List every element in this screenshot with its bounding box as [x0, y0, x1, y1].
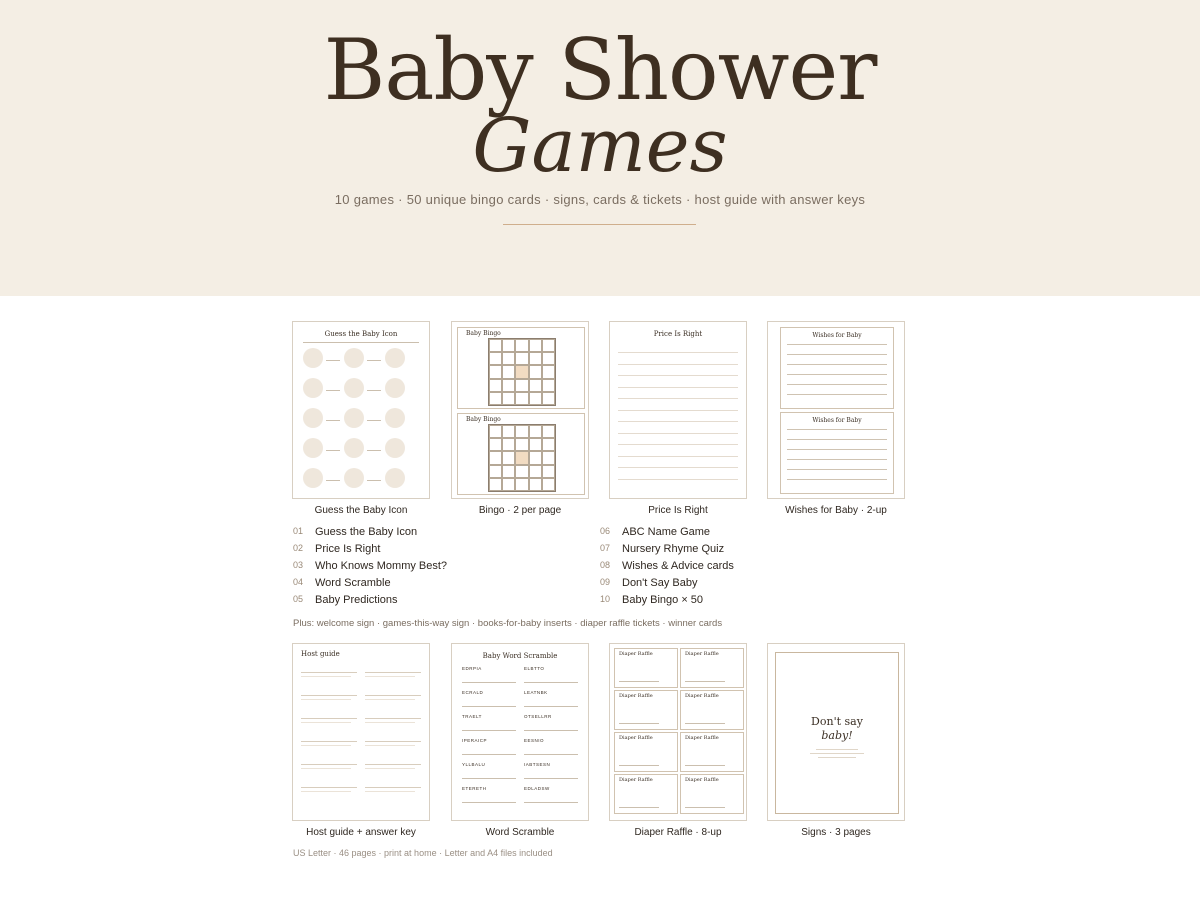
- title-line-1: Baby Shower: [323, 21, 877, 119]
- bingo-cell: [542, 425, 555, 438]
- raffle-title: Diaper Raffle: [619, 693, 653, 699]
- icon-circle: [344, 348, 364, 368]
- bingo-cell: [502, 465, 515, 478]
- bingo-title-2: Baby Bingo: [466, 416, 501, 423]
- game-number: 03: [293, 560, 304, 570]
- wish-line: [787, 449, 887, 450]
- raffle-title: Diaper Raffle: [619, 777, 653, 783]
- guide-line: [301, 699, 351, 700]
- guide-line: [301, 764, 357, 765]
- price-row-line: [618, 352, 738, 353]
- bingo-cell: [489, 379, 502, 392]
- preview-wishes[interactable]: [767, 321, 905, 499]
- game-name: ABC Name Game: [622, 526, 711, 538]
- price-row-line: [618, 387, 738, 388]
- bingo-cell: [489, 352, 502, 365]
- raffle-ticket: [680, 690, 744, 730]
- icon-circle: [385, 438, 405, 458]
- answer-line: [326, 450, 340, 451]
- guide-line: [365, 722, 415, 723]
- scramble-word: EDRPIA: [462, 666, 482, 671]
- guide-line: [365, 672, 421, 673]
- bingo-cell: [515, 379, 528, 392]
- raffle-ticket: [680, 732, 744, 772]
- bingo-cell: [529, 339, 542, 352]
- bingo-cell: [542, 438, 555, 451]
- sign-text-line: [810, 753, 864, 754]
- preview-guess-icon[interactable]: [292, 321, 430, 499]
- bingo-cell: [502, 425, 515, 438]
- answer-line: [524, 754, 578, 755]
- icon-circle: [344, 468, 364, 488]
- guide-line: [301, 718, 357, 719]
- answer-line: [326, 360, 340, 361]
- raffle-title: Diaper Raffle: [619, 651, 653, 657]
- bingo-title-1: Baby Bingo: [466, 330, 501, 337]
- preview-title: Price Is Right: [653, 330, 703, 338]
- bingo-cell: [529, 465, 542, 478]
- scramble-word: LEATNBK: [524, 690, 548, 695]
- wish-card-2: [780, 412, 894, 494]
- scramble-word: ETERETH: [462, 786, 487, 791]
- caption-wishes: Wishes for Baby · 2-up: [785, 505, 887, 516]
- ticket-line: [619, 723, 659, 724]
- game-name: Who Knows Mommy Best?: [315, 560, 448, 572]
- answer-line: [367, 360, 381, 361]
- icon-circle: [385, 378, 405, 398]
- divider: [303, 342, 419, 343]
- answer-line: [524, 802, 578, 803]
- guide-line: [365, 745, 415, 746]
- sign-text-line: [818, 757, 856, 758]
- bingo-cell: [502, 478, 515, 491]
- ticket-line: [619, 681, 659, 682]
- wish-line: [787, 479, 887, 480]
- guide-line: [365, 718, 421, 719]
- bingo-cell: [502, 392, 515, 405]
- bingo-grid-1: [488, 338, 556, 406]
- icon-circle: [344, 438, 364, 458]
- answer-line: [367, 420, 381, 421]
- game-name: Price Is Right: [315, 543, 381, 555]
- preview-price-right[interactable]: [609, 321, 747, 499]
- bingo-cell: [529, 365, 542, 378]
- guide-line: [365, 791, 415, 792]
- game-number: 01: [293, 526, 304, 536]
- game-number: 06: [600, 526, 611, 536]
- bingo-cell: [542, 379, 555, 392]
- scramble-word: IPERAICP: [462, 738, 488, 743]
- guide-line: [301, 676, 351, 677]
- icon-circle: [385, 408, 405, 428]
- answer-line: [367, 390, 381, 391]
- answer-line: [326, 420, 340, 421]
- game-list-left: [293, 526, 573, 616]
- bingo-cell: [489, 425, 502, 438]
- ticket-line: [685, 681, 725, 682]
- guide-line: [301, 695, 357, 696]
- icon-circle: [303, 438, 323, 458]
- answer-line: [462, 730, 516, 731]
- wish-card-1: [780, 327, 894, 409]
- bingo-cell: [515, 438, 528, 451]
- price-row-line: [618, 467, 738, 468]
- wish-line: [787, 394, 887, 395]
- caption-price-right: Price Is Right: [648, 505, 708, 516]
- preview-title: Host guide: [301, 650, 340, 658]
- game-name: Word Scramble: [315, 577, 391, 589]
- price-row-line: [618, 421, 738, 422]
- game-number: 08: [600, 560, 611, 570]
- preview-title: Guess the Baby Icon: [324, 330, 398, 338]
- game-name: Don't Say Baby: [622, 577, 698, 589]
- bingo-cell: [515, 478, 528, 491]
- answer-line: [326, 480, 340, 481]
- wish-line: [787, 469, 887, 470]
- raffle-title: Diaper Raffle: [685, 735, 719, 741]
- wish-line: [787, 374, 887, 375]
- bingo-cell: [502, 451, 515, 464]
- bingo-cell: [542, 365, 555, 378]
- price-row-line: [618, 456, 738, 457]
- wish-line: [787, 384, 887, 385]
- bingo-cell: [489, 478, 502, 491]
- wish-line: [787, 439, 887, 440]
- raffle-title: Diaper Raffle: [619, 735, 653, 741]
- guide-line: [301, 745, 351, 746]
- bingo-cell: [529, 425, 542, 438]
- wish-line: [787, 429, 887, 430]
- bingo-cell: [542, 465, 555, 478]
- bingo-cell: [515, 425, 528, 438]
- game-number: 02: [293, 543, 304, 553]
- caption-signs: Signs · 3 pages: [801, 827, 871, 838]
- ticket-line: [685, 765, 725, 766]
- icon-circle: [303, 468, 323, 488]
- divider-rule: [503, 224, 696, 225]
- guide-line: [365, 699, 415, 700]
- bingo-cell: [502, 365, 515, 378]
- bingo-cell: [515, 352, 528, 365]
- ticket-line: [619, 765, 659, 766]
- game-number: 07: [600, 543, 611, 553]
- price-row-line: [618, 444, 738, 445]
- caption-bingo: Bingo · 2 per page: [478, 505, 562, 516]
- bingo-cell: [489, 438, 502, 451]
- ticket-line: [685, 723, 725, 724]
- caption-host-guide: Host guide + answer key: [306, 827, 416, 838]
- caption-word-scramble: Word Scramble: [485, 827, 555, 838]
- wish-line: [787, 344, 887, 345]
- bingo-cell: [515, 451, 528, 464]
- guide-line: [301, 768, 351, 769]
- bingo-cell: [489, 339, 502, 352]
- sign-title: Don't say: [811, 715, 863, 728]
- preview-signs[interactable]: [767, 643, 905, 821]
- wish-line: [787, 354, 887, 355]
- guide-line: [301, 741, 357, 742]
- guide-line: [301, 787, 357, 788]
- bingo-cell: [502, 339, 515, 352]
- bingo-cell: [542, 478, 555, 491]
- sign-frame: [775, 652, 899, 814]
- scramble-word: EDLADSW: [524, 786, 550, 791]
- raffle-title: Diaper Raffle: [685, 777, 719, 783]
- bingo-cell: [502, 438, 515, 451]
- bingo-cell: [542, 392, 555, 405]
- raffle-ticket: [614, 648, 678, 688]
- answer-line: [326, 390, 340, 391]
- guide-line: [365, 768, 415, 769]
- guide-line: [301, 722, 351, 723]
- game-name: Baby Predictions: [315, 594, 398, 606]
- bingo-cell: [529, 438, 542, 451]
- wish-title-1: Wishes for Baby: [812, 332, 862, 339]
- price-row-line: [618, 433, 738, 434]
- preview-word-scramble[interactable]: [451, 643, 589, 821]
- answer-line: [524, 706, 578, 707]
- raffle-ticket: [680, 648, 744, 688]
- bingo-cell: [502, 379, 515, 392]
- subtitle: 10 games · 50 unique bingo cards · signs, cards & tickets · host guide with answer keys: [334, 192, 866, 207]
- extras-line: Plus: welcome sign · games-this-way sign · books-for-baby inserts · diaper raffle tickets · winner cards: [293, 618, 723, 629]
- price-row-line: [618, 364, 738, 365]
- preview-title: Baby Word Scramble: [482, 652, 558, 660]
- raffle-ticket: [614, 690, 678, 730]
- icon-circle: [344, 378, 364, 398]
- bingo-cell: [515, 339, 528, 352]
- scramble-word: EESNIO: [524, 738, 545, 743]
- icon-circle: [303, 408, 323, 428]
- bingo-cell: [529, 379, 542, 392]
- raffle-ticket: [614, 774, 678, 814]
- answer-line: [367, 480, 381, 481]
- price-row-line: [618, 375, 738, 376]
- preview-host-guide[interactable]: [292, 643, 430, 821]
- answer-line: [462, 754, 516, 755]
- game-name: Wishes & Advice cards: [622, 560, 734, 572]
- ticket-line: [685, 807, 725, 808]
- bingo-cell: [515, 365, 528, 378]
- wish-title-2: Wishes for Baby: [812, 417, 862, 424]
- answer-line: [462, 682, 516, 683]
- guide-line: [365, 741, 421, 742]
- icon-circle: [303, 348, 323, 368]
- scramble-word: YLLBALU: [462, 762, 486, 767]
- scramble-word: TRAELT: [462, 714, 482, 719]
- bingo-cell: [489, 465, 502, 478]
- bingo-grid-2: [488, 424, 556, 492]
- bingo-card-1: [457, 327, 585, 409]
- bingo-cell: [542, 339, 555, 352]
- preview-diaper-raffle[interactable]: [609, 643, 747, 821]
- price-row-line: [618, 398, 738, 399]
- answer-line: [524, 730, 578, 731]
- game-name: Baby Bingo × 50: [622, 594, 704, 606]
- answer-line: [462, 778, 516, 779]
- guide-line: [365, 787, 421, 788]
- bingo-cell: [515, 465, 528, 478]
- guide-line: [301, 791, 351, 792]
- price-row-line: [618, 410, 738, 411]
- answer-line: [524, 778, 578, 779]
- scramble-word: ELBTTO: [524, 666, 545, 671]
- bingo-cell: [502, 352, 515, 365]
- game-number: 09: [600, 577, 611, 587]
- preview-bingo[interactable]: [451, 321, 589, 499]
- bingo-cell: [489, 451, 502, 464]
- bingo-cell: [489, 365, 502, 378]
- answer-line: [367, 450, 381, 451]
- title-line-2: Games: [472, 103, 728, 189]
- bingo-card-2: [457, 413, 585, 495]
- wish-line: [787, 364, 887, 365]
- scramble-word: OTSELLRR: [524, 714, 552, 719]
- game-number: 05: [293, 594, 304, 604]
- raffle-title: Diaper Raffle: [685, 651, 719, 657]
- guide-line: [365, 764, 421, 765]
- footer-specs: US Letter · 46 pages · print at home · Letter and A4 files included: [293, 848, 553, 858]
- answer-line: [524, 682, 578, 683]
- icon-circle: [385, 348, 405, 368]
- bingo-cell: [515, 392, 528, 405]
- guide-line: [365, 676, 415, 677]
- sign-subtitle: baby!: [821, 729, 853, 742]
- bingo-cell: [542, 451, 555, 464]
- scramble-word: ECRALD: [462, 690, 484, 695]
- bingo-cell: [529, 392, 542, 405]
- answer-line: [462, 706, 516, 707]
- bingo-cell: [542, 352, 555, 365]
- caption-diaper-raffle: Diaper Raffle · 8-up: [634, 827, 722, 838]
- guide-line: [301, 672, 357, 673]
- game-number: 04: [293, 577, 304, 587]
- game-name: Nursery Rhyme Quiz: [622, 543, 725, 555]
- bingo-cell: [529, 478, 542, 491]
- game-list-right: [600, 526, 880, 616]
- guide-line: [365, 695, 421, 696]
- wish-line: [787, 459, 887, 460]
- hero-header: [0, 0, 1200, 296]
- icon-circle: [344, 408, 364, 428]
- caption-guess-icon: Guess the Baby Icon: [314, 505, 408, 516]
- icon-circle: [303, 378, 323, 398]
- game-name: Guess the Baby Icon: [315, 526, 418, 538]
- bingo-cell: [529, 352, 542, 365]
- raffle-ticket: [680, 774, 744, 814]
- sign-text-line: [816, 749, 858, 750]
- bingo-cell: [489, 392, 502, 405]
- price-row-line: [618, 479, 738, 480]
- raffle-title: Diaper Raffle: [685, 693, 719, 699]
- ticket-line: [619, 807, 659, 808]
- game-number: 10: [600, 594, 611, 604]
- raffle-ticket: [614, 732, 678, 772]
- scramble-word: IABTSESN: [524, 762, 551, 767]
- bingo-cell: [529, 451, 542, 464]
- icon-circle: [385, 468, 405, 488]
- answer-line: [462, 802, 516, 803]
